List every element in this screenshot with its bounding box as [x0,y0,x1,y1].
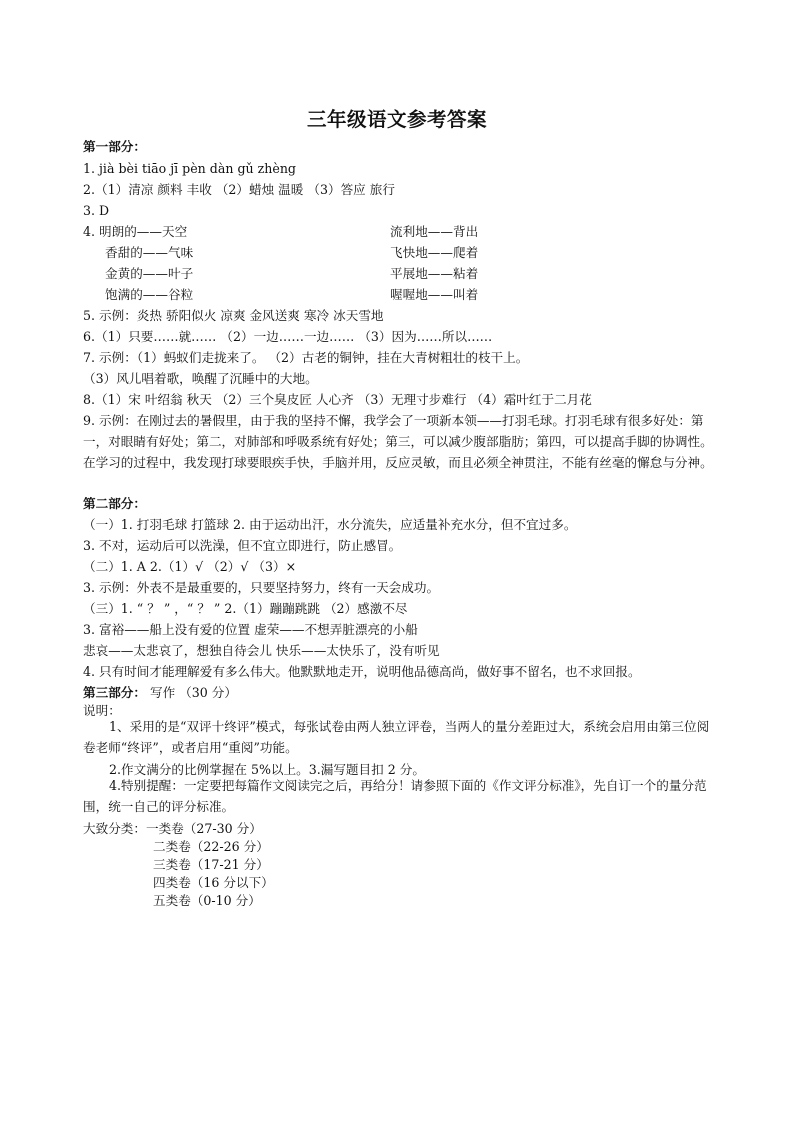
q4-left-2: 香甜的——气味 [105,245,194,260]
class-label: 大致分类： [83,821,146,836]
q4-right-1: 流利地——背出 [390,224,479,239]
class-item-4: 四类卷（16 分以下） [153,875,274,890]
q7-answer-b: （3）风儿唱着歌，唤醒了沉睡中的大地。 [83,371,318,386]
class-item-1: 一类卷（27-30 分） [145,821,262,836]
q8-answer: 8.（1）宋 叶绍翁 秋天 （2）三个臭皮匠 人心齐 （3）无理寸步难行 （4）霜叶红于二月花 [83,392,592,407]
q1-pinyin: 1. jià bèi tiāo jī pèn dàn gǔ zhèng [83,161,296,176]
q2-answer: 2.（1）清凉 颜料 丰收 （2）蜡烛 温暖 （3）答应 旅行 [83,182,395,197]
note-paragraph-2: 2.作文满分的比例掌握在 5%以上。3.漏写题目扣 2 分。 [109,762,425,777]
q3-answer: 3. D [83,203,110,218]
part2-line-2: 3. 不对，运动后可以洗澡，但不宜立即进行，防止感冒。 [83,538,402,553]
q4-left-4: 饱满的——谷粒 [105,287,194,302]
part2-line-5: （三）1. “ ？ ” ，“ ？ ” 2.（1）蹦蹦跳跳 （2）感激不尽 [83,601,408,616]
part3-heading-row [83,685,723,701]
part2-line-6: 3. 富裕——船上没有爱的位置 虚荣——不想弄脏漂亮的小船 [83,622,418,637]
part2-heading: 第二部分： [83,496,146,511]
class-item-5: 五类卷（0-10 分） [153,893,261,908]
q4-left-3: 金黄的——叶子 [105,266,194,281]
q4-left-1: 4. 明朗的——天空 [83,224,188,239]
q5-answer: 5. 示例：炎热 骄阳似火 凉爽 金风送爽 寒冷 冰天雪地 [83,308,384,323]
part2-line-8: 4. 只有时间才能理解爱有多么伟大。他默默地走开，说明他品德高尚，做好事不留名，也不求回报。 [83,664,641,679]
note-label: 说明： [83,703,121,718]
q6-answer: 6.（1）只要……就…… （2）一边……一边…… （3）因为……所以…… [83,329,493,344]
part2-line-7: 悲哀——太悲哀了，想独自待会儿 快乐——太快乐了，没有听见 [83,643,440,658]
q4-right-3: 平展地——粘着 [390,266,479,281]
part2-line-1: （一）1. 打羽毛球 打篮球 2. 由于运动出汗，水分流失，应适量补充水分，但不宜过多。 [83,517,577,532]
class-item-2: 二类卷（22-26 分） [153,839,269,854]
part3-heading: 第三部分： [83,685,146,700]
class-row-1 [83,821,723,837]
q7-answer-a: 7. 示例：（1）蚂蚁们走拢来了。 （2）古老的铜钟，挂在大青树粗壮的枝干上。 [83,350,529,365]
note-paragraph-3: 4.特别提醒：一定要把每篇作文阅读完之后，再给分！请参照下面的《作文评分标准》，先自订一个的量分范围，统一自己的评分标准。 [83,778,707,814]
part1-heading: 第一部分： [83,139,146,154]
page-title: 三年级语文参考答案 [306,108,487,131]
part2-line-4: 3. 示例：外表不是最重要的，只要坚持努力，终有一天会成功。 [83,580,440,595]
q4-right-4: 喔喔地——叫着 [390,287,479,302]
note-paragraph-1: 1、采用的是“双评十终评”模式，每张试卷由两人独立评卷，当两人的量分差距过大，系统会启用由第三位阅卷老师“终评”，或者启用“重阅”功能。 [83,719,710,755]
q9-answer: 9. 示例：在刚过去的暑假里，由于我的坚持不懈，我学会了一项新本领——打羽毛球。打羽毛球有很多好处：第一，对眼睛有好处；第二，对肺部和呼吸系统有好处；第三，可以减少腹部脂肪；第四，可以提高手脚的协调性。在学习的过程中，我发现打球要眼疾手快，手脑并用，反应灵敏，而且必须全神贯注，不能有丝毫的懈怠与分神。 [83,413,713,470]
class-item-3: 三类卷（17-21 分） [153,857,269,872]
part2-line-3: （二）1. A 2.（1）√ （2）√ （3）× [83,559,297,574]
q4-right-2: 飞快地——爬着 [390,245,479,260]
part3-heading-rest: 写作 （30 分） [145,685,237,700]
